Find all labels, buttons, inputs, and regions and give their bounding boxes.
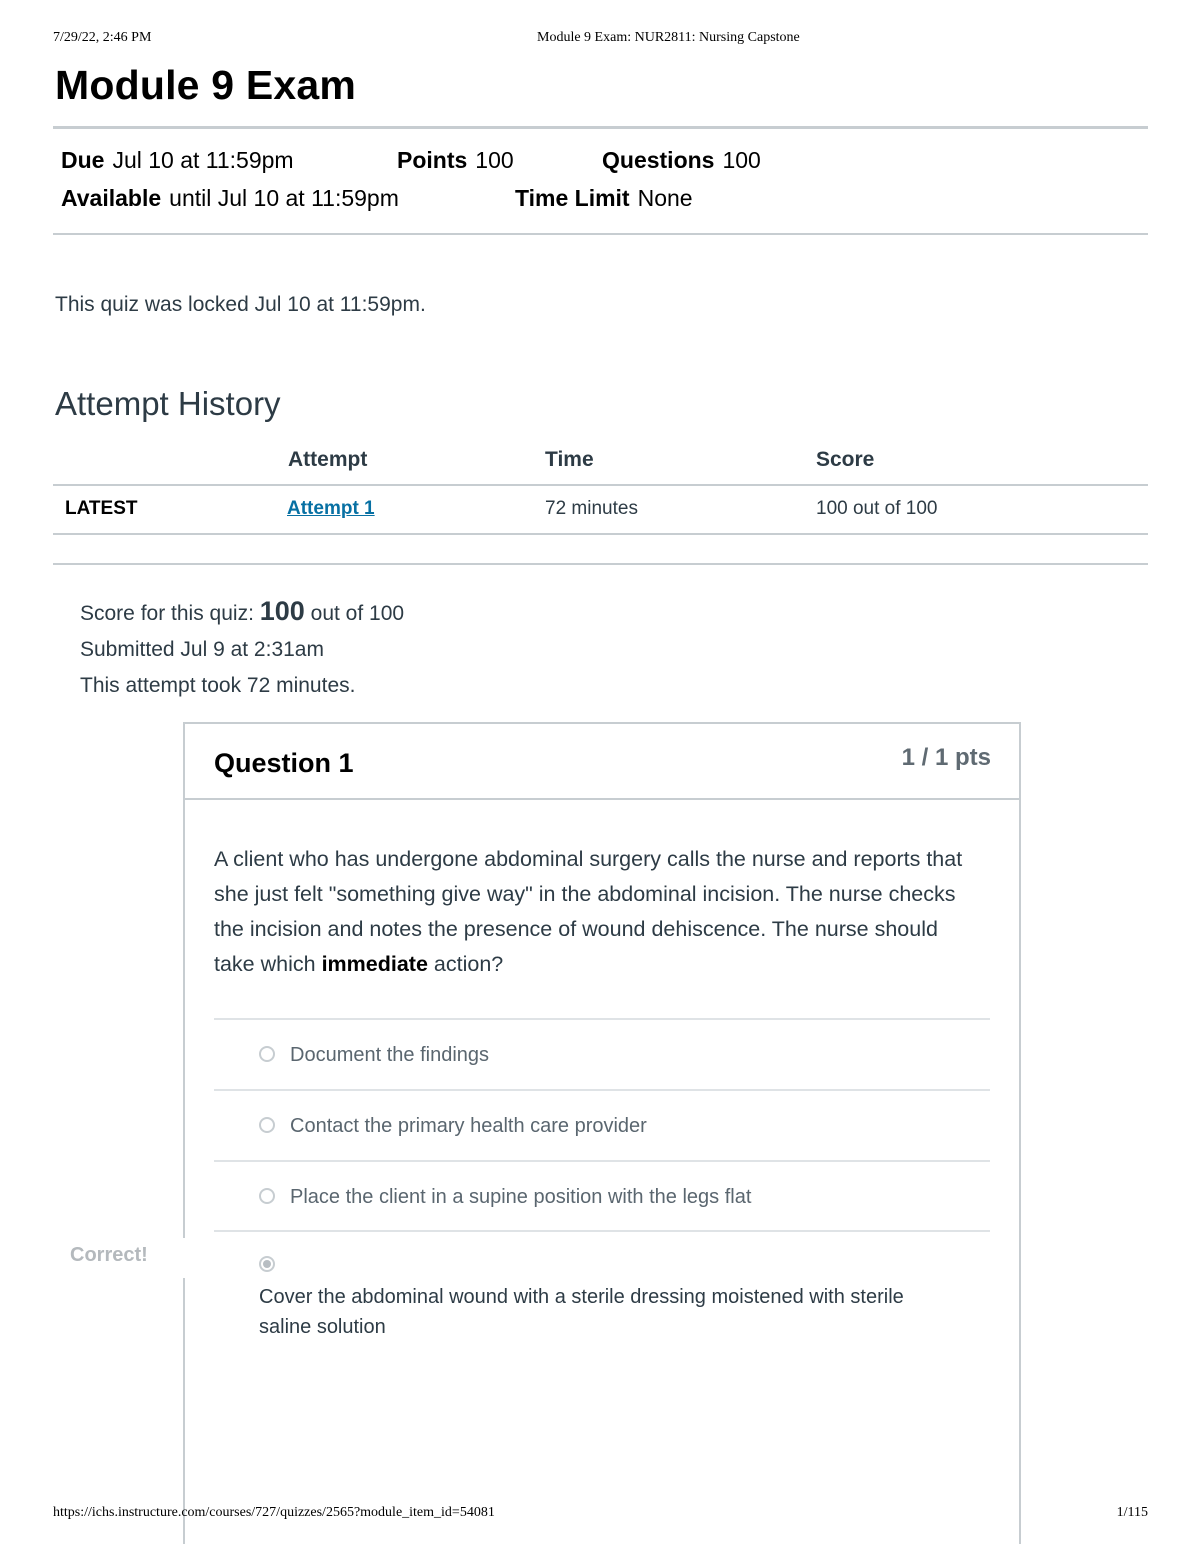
due-label: Due xyxy=(61,147,105,173)
duration-text: This attempt took 72 minutes. xyxy=(80,674,356,697)
latest-tag: LATEST xyxy=(65,498,138,519)
section-divider xyxy=(53,563,1148,565)
answer-label: Document the findings xyxy=(290,1044,490,1066)
locked-message: This quiz was locked Jul 10 at 11:59pm. xyxy=(55,293,426,316)
radio-button[interactable] xyxy=(259,1117,275,1133)
question-text xyxy=(214,842,984,982)
score-value: 100 xyxy=(259,596,305,626)
title-divider xyxy=(53,126,1148,129)
radio-button[interactable] xyxy=(259,1188,275,1204)
due-info xyxy=(61,147,294,174)
available-label: Available xyxy=(61,185,162,211)
questions-info xyxy=(602,147,761,174)
question-points: 1 / 1 pts xyxy=(901,744,991,771)
print-page-title: Module 9 Exam: NUR2811: Nursing Capstone xyxy=(537,30,800,45)
radio-button-selected[interactable] xyxy=(259,1256,275,1272)
question-title: Question 1 xyxy=(214,748,354,778)
question-card xyxy=(183,722,1021,1544)
column-header-time: Time xyxy=(545,448,594,471)
print-url: https://ichs.instructure.com/courses/727/quizzes/2565?module_item_id=54081 xyxy=(53,1505,495,1520)
question-text-end: action? xyxy=(433,952,504,976)
points-info xyxy=(397,147,514,174)
submitted-text: Submitted Jul 9 at 2:31am xyxy=(80,638,324,661)
due-value: Jul 10 at 11:59pm xyxy=(112,147,294,173)
questions-value: 100 xyxy=(722,147,761,173)
time-limit-value: None xyxy=(637,185,693,211)
card-border-gap xyxy=(180,1238,190,1278)
score-suffix: out of 100 xyxy=(310,602,405,625)
score-summary xyxy=(80,596,404,627)
column-header-attempt: Attempt xyxy=(288,448,368,471)
meta-divider xyxy=(53,233,1148,235)
table-row-divider xyxy=(53,533,1148,535)
print-page-number: 1/115 xyxy=(1116,1505,1148,1520)
correct-answer-flag: Correct! xyxy=(70,1244,148,1266)
page-title: Module 9 Exam xyxy=(55,62,357,108)
attempt-score: 100 out of 100 xyxy=(816,498,938,519)
answer-option-2[interactable] xyxy=(214,1089,990,1161)
time-limit-label: Time Limit xyxy=(515,185,630,211)
attempt-history-title: Attempt History xyxy=(55,385,281,422)
radio-button[interactable] xyxy=(259,1046,275,1062)
attempt-1-link[interactable]: Attempt 1 xyxy=(287,498,375,519)
available-value: until Jul 10 at 11:59pm xyxy=(169,185,399,211)
available-info xyxy=(61,185,399,212)
answer-option-4[interactable] xyxy=(214,1230,990,1352)
question-text-emphasis: immediate xyxy=(321,952,428,976)
column-header-score: Score xyxy=(816,448,875,471)
score-prefix: Score for this quiz: xyxy=(80,602,254,625)
print-datetime: 7/29/22, 2:46 PM xyxy=(53,30,152,45)
questions-label: Questions xyxy=(602,147,715,173)
points-label: Points xyxy=(397,147,468,173)
answer-label: Place the client in a supine position with the legs flat xyxy=(290,1186,752,1208)
attempt-time: 72 minutes xyxy=(545,498,638,519)
answer-option-3[interactable] xyxy=(214,1160,990,1232)
answer-label: Contact the primary health care provider xyxy=(290,1115,647,1137)
question-header xyxy=(185,724,1019,800)
answer-label: Cover the abdominal wound with a sterile dressing moistened with sterile saline solution xyxy=(259,1286,904,1338)
question-text-main: A client who has undergone abdominal surgery calls the nurse and reports that she just felt "something give way" in the abdominal incision. The nurse checks the incision and notes the presence of wound dehiscence. The nurse should take which xyxy=(214,847,963,976)
table-row xyxy=(53,486,1148,533)
points-value: 100 xyxy=(475,147,514,173)
answer-option-1[interactable] xyxy=(214,1018,990,1090)
time-limit-info xyxy=(515,185,693,212)
